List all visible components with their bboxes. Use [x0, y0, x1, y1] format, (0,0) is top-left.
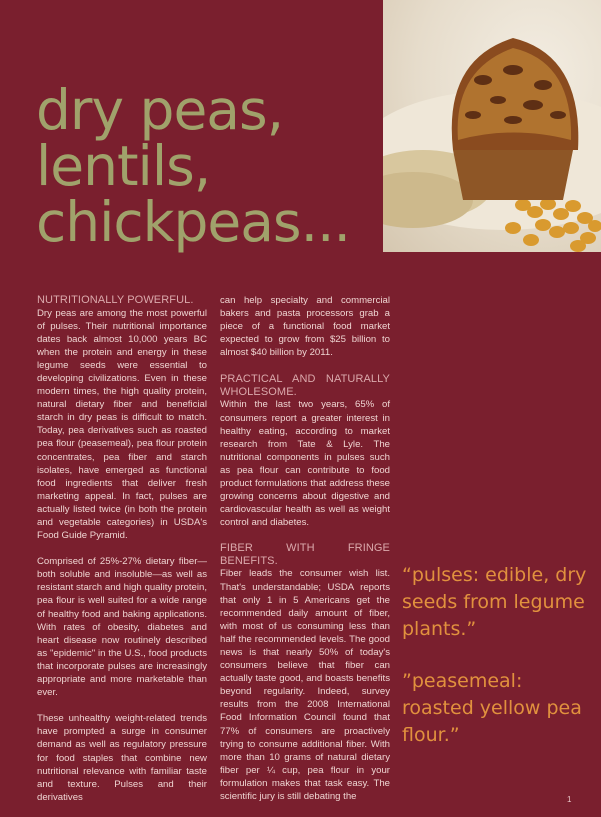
title-line-3: chickpeas... [36, 190, 351, 254]
pull-quote-peasemeal: ”peasemeal: roasted yellow pea flour.” [402, 670, 582, 746]
page-number: 1 [567, 795, 572, 804]
heading-practical-wholesome: PRACTICAL AND NATURALLY WHOLESOME. [220, 373, 390, 398]
paragraph: Within the last two years, 65% of consumers report a greater interest in healthy eating, according to market research from Tate & Lyle. The nutritional components in pulses such as pea flour can contribute to food product formulations that address these growing concerns about digestive and cardiovascular health as well as weight control and diabetes. [220, 399, 390, 529]
muffin-photo [383, 0, 601, 252]
title-line-1: dry peas, [36, 78, 284, 142]
column-left [37, 294, 207, 817]
heading-fiber-benefits: FIBER WITH FRINGE BENEFITS. [220, 542, 390, 567]
muffin-photo-icon [383, 0, 601, 252]
title-line-2: lentils, [36, 134, 211, 198]
paragraph: These unhealthy weight-related trends have prompted a surge in consumer demand as well as regulatory pressure for food staples that combine new nutritional relevance with familiar taste and texture. Pulses and their derivatives [37, 713, 207, 803]
pull-quotes [402, 562, 597, 774]
page-title [36, 78, 351, 254]
paragraph: Fiber leads the consumer wish list. That's understandable; USDA reports that only 1 in 5 Americans get the recommended daily amount of fiber, with most of us consuming less than half the recommended levels. The good news is that nearly 50% of today's consumers believe that fiber can actually taste good, and boasts benefits beyond regularity. Indeed, survey results from the 2008 International Food Information Council found that 77% of consumers are proactively trying to consume additional fiber. With more than 10 grams of natural dietary fiber per ¼ cup, pea flour in your formulation makes that task easy. The scientific jury is still debating the [220, 568, 390, 802]
paragraph: can help specialty and commercial bakers and pasta processors grab a piece of a functional food market expected to grow from $25 billion to almost $40 billion by 2011. [220, 295, 390, 359]
paragraph: Comprised of 25%-27% dietary fiber—both soluble and insoluble—as well as resistant starch and high quality protein, pea flour is well suited for a wide range of healthy food and baking applications. With rates of obesity, diabetes and heart disease now routinely described as "epidemic" in the U.S., food products that incorporate pulses are increasingly appropriate and more marketable than ever. [37, 556, 207, 699]
column-middle [220, 294, 390, 816]
heading-nutritionally-powerful: NUTRITIONALLY POWERFUL. [37, 294, 194, 306]
paragraph: Dry peas are among the most powerful of pulses. Their nutritional importance dates back almost 10,000 years BC when the protein and energy in these legume seeds were essential to developing civilizations. Even in these modern times, the high quality protein, natural dietary fiber and beneficial starch in dry peas is difficult to match. Today, pea derivatives such as roasted pea flour (peasemeal), pea flour protein concentrates, pea fiber and starch isolates, have emerged as functional food ingredients that deliver fresh marketing appeal. In fact, pulses are actually listed twice (in both the protein and vegetable categories) in USDA's Food Guide Pyramid. [37, 307, 207, 542]
pull-quote-pulses: “pulses: edible, dry seeds from legume plants.” [402, 564, 587, 640]
